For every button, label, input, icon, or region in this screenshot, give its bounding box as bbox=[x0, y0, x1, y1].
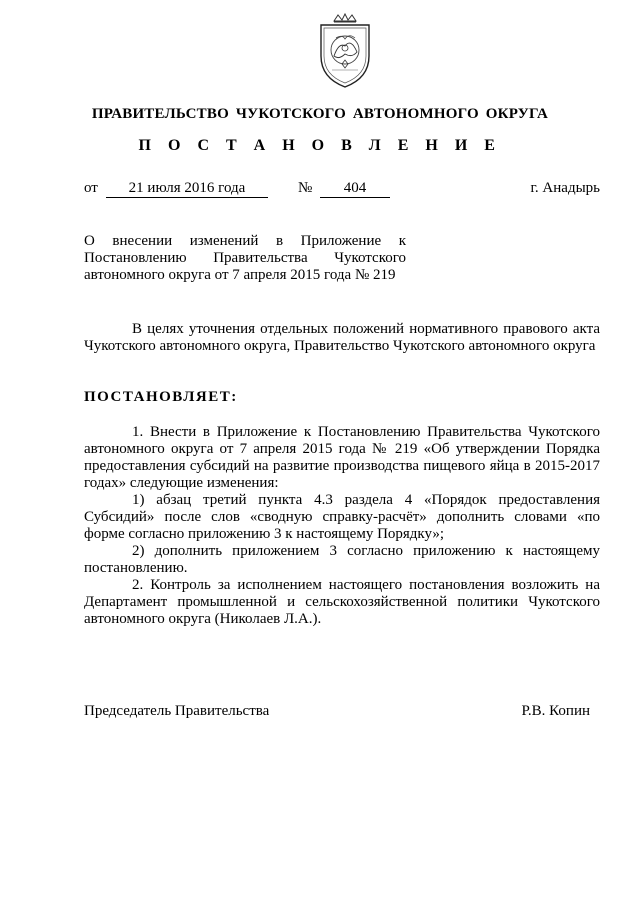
body-paragraph-4: 2. Контроль за исполнением настоящего постановления возложить на Департамент промышленной и сельскохозяйственной политики Чукотского автономного округа (Николаев Л.А.). bbox=[84, 577, 600, 627]
document-subject: О внесении изменений в Приложение к Постановлению Правительства Чукотского автономного округа от 7 апреля 2015 года № 219 bbox=[84, 233, 406, 283]
decree-heading: ПОСТАНОВЛЯЕТ: bbox=[84, 389, 238, 405]
document-type-heading: П О С Т А Н О В Л Е Н И Е bbox=[138, 137, 502, 154]
date-label: от bbox=[84, 180, 98, 196]
signatory-name: Р.В. Копин bbox=[521, 703, 590, 719]
document-date: 21 июля 2016 года bbox=[106, 180, 268, 198]
body-paragraph-3: 2) дополнить приложением 3 согласно приложению к настоящему постановлению. bbox=[84, 543, 600, 576]
preamble-paragraph: В целях уточнения отдельных положений нормативного правового акта Чукотского автономного округа, Правительство Чукотского автономного округа bbox=[84, 321, 600, 354]
document-meta-row bbox=[84, 180, 600, 200]
document-number: 404 bbox=[320, 180, 390, 198]
signatory-position: Председатель Правительства bbox=[84, 703, 270, 719]
document-body bbox=[84, 424, 600, 628]
government-title: ПРАВИТЕЛЬСТВО ЧУКОТСКОГО АВТОНОМНОГО ОКРУГА bbox=[91, 106, 549, 122]
coat-of-arms-icon bbox=[312, 12, 378, 90]
number-label: № bbox=[298, 180, 313, 196]
body-paragraph-2: 1) абзац третий пункта 4.3 раздела 4 «Порядок предоставления Субсидий» после слов «сводную справку-расчёт» дополнить словами «по форме согласно приложению 3 к настоящему Порядку»; bbox=[84, 492, 600, 542]
body-paragraph-1: 1. Внести в Приложение к Постановлению Правительства Чукотского автономного округа от 7 апреля 2015 года № 219 «Об утверждении Порядка предоставления субсидий на развитие производства пищевого яйца в 2015-2017 годах» следующие изменения: bbox=[84, 424, 600, 491]
document-city: г. Анадырь bbox=[530, 180, 600, 196]
